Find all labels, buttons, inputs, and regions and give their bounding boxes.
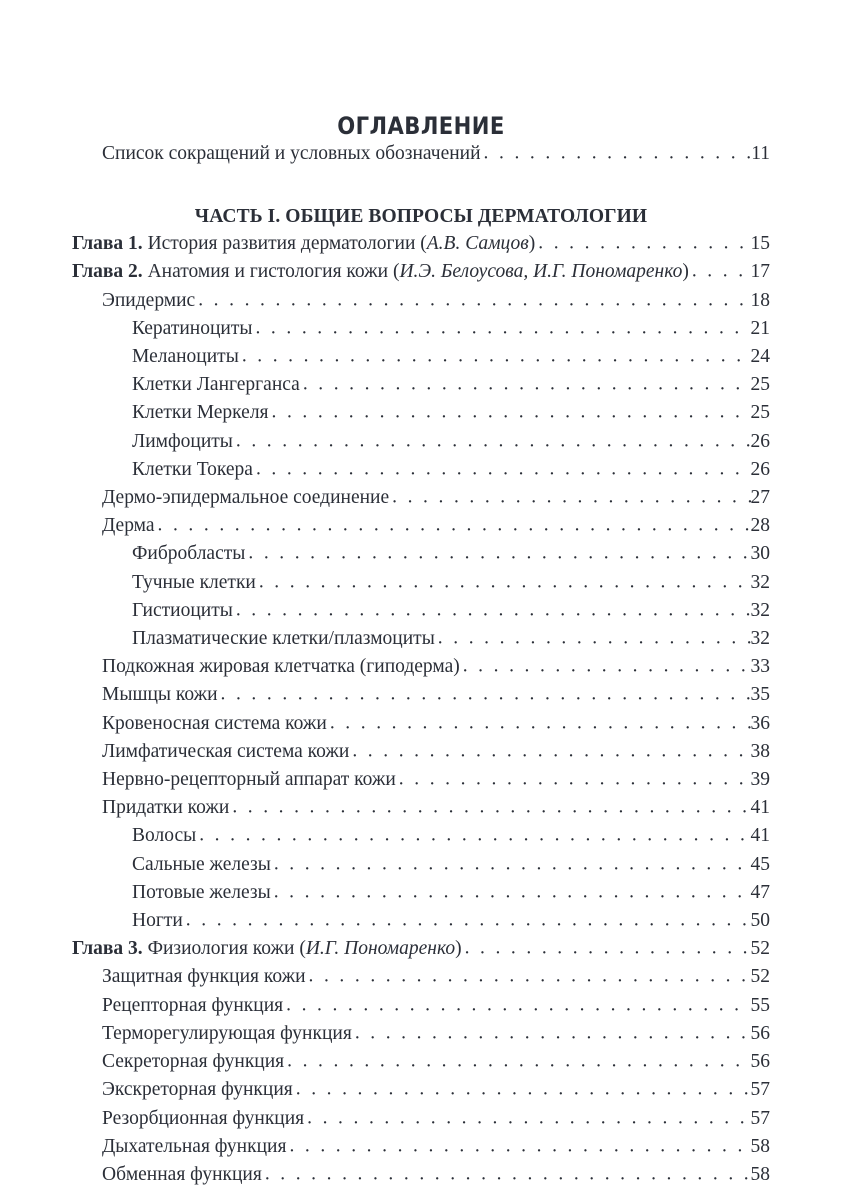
toc-entry-label: Экскреторная функция xyxy=(102,1079,293,1101)
toc-entry-label: Дермо-эпидермальное соединение xyxy=(102,487,390,509)
dot-leader xyxy=(158,512,751,540)
toc-entry[interactable] xyxy=(72,1161,770,1189)
toc-page-number: 55 xyxy=(750,994,770,1016)
toc-entry[interactable] xyxy=(72,315,770,343)
toc-page-number: 26 xyxy=(750,430,770,452)
toc-entry-label: Клетки Меркеля xyxy=(132,402,269,424)
toc-entry-label: Глава 2. Анатомия и гистология кожи (И.Э. Белоусова, И.Г. Пономаренко) xyxy=(72,261,689,283)
dot-leader xyxy=(286,991,750,1019)
dot-leader xyxy=(221,681,751,709)
toc-entry-label: Обменная функция xyxy=(102,1163,262,1185)
toc-entry-label: Волосы xyxy=(132,825,197,847)
toc-entry-label: Терморегулирующая функция xyxy=(102,1022,352,1044)
toc-entry[interactable] xyxy=(72,963,770,991)
toc-entry[interactable] xyxy=(72,822,770,850)
toc-entry-label: Придатки кожи xyxy=(102,797,230,819)
toc-page-number: 25 xyxy=(750,402,770,424)
dot-leader xyxy=(255,314,750,342)
toc-entry[interactable] xyxy=(72,343,770,371)
toc-page-number: 26 xyxy=(750,458,770,480)
toc-entry[interactable] xyxy=(72,371,770,399)
toc-entry[interactable] xyxy=(72,230,770,258)
toc-entry[interactable] xyxy=(72,794,770,822)
toc-entry-label: Клетки Лангерганса xyxy=(132,374,300,396)
toc-page-number: 27 xyxy=(750,487,770,509)
toc-entry[interactable] xyxy=(72,456,770,484)
toc-entry-label: Глава 1. История развития дерматологии (А.В. Самцов) xyxy=(72,233,536,255)
dot-leader xyxy=(399,766,751,794)
toc-entry-label: Кровеносная система кожи xyxy=(102,712,327,734)
toc-page-number: 45 xyxy=(750,853,770,875)
toc-page-number: 32 xyxy=(750,571,770,593)
dot-leader xyxy=(392,484,750,512)
toc-entry-label: Подкожная жировая клетчатка (гиподерма) xyxy=(102,656,460,678)
toc-entry[interactable] xyxy=(72,484,770,512)
toc-page-number: 41 xyxy=(750,797,770,819)
toc-entry[interactable] xyxy=(72,907,770,935)
toc-entry-label: Нервно-рецепторный аппарат кожи xyxy=(102,769,396,791)
dot-leader xyxy=(287,1048,750,1076)
toc-page-number: 32 xyxy=(750,599,770,621)
dot-leader xyxy=(538,230,750,258)
toc-entry-label: Глава 3. Физиология кожи (И.Г. Пономаренко) xyxy=(72,938,462,960)
dot-leader xyxy=(355,1019,751,1047)
toc-entry-label: Дыхательная функция xyxy=(102,1135,287,1157)
toc-entry[interactable] xyxy=(72,710,770,738)
toc-page-number: 56 xyxy=(750,1051,770,1073)
toc-entry-label: Защитная функция кожи xyxy=(102,966,306,988)
toc-entry-label: Лимфоциты xyxy=(132,430,233,452)
toc-page-number: 15 xyxy=(750,233,770,255)
toc-entry-label: Ногти xyxy=(132,910,183,932)
dot-leader xyxy=(307,1104,750,1132)
toc-page-number: 25 xyxy=(750,374,770,396)
toc-entry-author: А.В. Самцов xyxy=(426,233,529,255)
dot-leader xyxy=(303,371,751,399)
toc-entry-label: Секреторная функция xyxy=(102,1051,285,1073)
toc-entry-label: Дерма xyxy=(102,515,155,537)
toc-entry[interactable] xyxy=(72,540,770,568)
toc-page-number: 35 xyxy=(750,684,770,706)
dot-leader xyxy=(463,653,751,681)
toc-entry-label: Тучные клетки xyxy=(132,571,256,593)
dot-leader xyxy=(259,568,751,596)
dot-leader xyxy=(289,1132,750,1160)
toc-page-number: 52 xyxy=(750,966,770,988)
dot-leader xyxy=(465,935,751,963)
toc-entry-label: Резорбционная функция xyxy=(102,1107,305,1129)
toc-page-number: 47 xyxy=(750,881,770,903)
toc-page-number: 58 xyxy=(750,1135,770,1157)
toc-page-number: 36 xyxy=(750,712,770,734)
toc-entry-author: И.Г. Пономаренко xyxy=(305,938,456,960)
dot-leader xyxy=(438,625,751,653)
toc-page-number: 38 xyxy=(750,740,770,762)
part-heading: ЧАСТЬ I. ОБЩИЕ ВОПРОСЫ ДЕРМАТОЛОГИИ xyxy=(194,206,648,228)
toc-entry-label: Фибробласты xyxy=(132,543,246,565)
toc-entry[interactable] xyxy=(72,140,770,168)
dot-leader xyxy=(242,343,751,371)
toc-entry[interactable] xyxy=(72,1048,770,1076)
toc-entry-label: Лимфатическая система кожи xyxy=(102,740,350,762)
toc-entry[interactable] xyxy=(72,992,770,1020)
dot-leader xyxy=(232,794,750,822)
toc-entry[interactable] xyxy=(72,766,770,794)
toc-page-number: 58 xyxy=(750,1163,770,1185)
dot-leader xyxy=(330,709,751,737)
dot-leader xyxy=(352,737,750,765)
dot-leader xyxy=(199,822,750,850)
dot-leader xyxy=(256,455,751,483)
toc-entry-label: Клетки Токера xyxy=(132,458,253,480)
toc-entry-label: Плазматические клетки/плазмоциты xyxy=(132,628,435,650)
toc-entry[interactable] xyxy=(72,512,770,540)
toc-page-number: 11 xyxy=(751,143,770,164)
toc-entry[interactable] xyxy=(72,879,770,907)
toc-page-number: 18 xyxy=(750,289,770,311)
page-title: ОГЛАВЛЕНИЕ xyxy=(337,112,505,140)
toc-page-number: 52 xyxy=(750,938,770,960)
toc-entry[interactable] xyxy=(72,935,770,963)
toc-entry[interactable] xyxy=(72,1133,770,1161)
toc-entry-label: Меланоциты xyxy=(132,346,239,368)
toc-entry-label: Кератиноциты xyxy=(132,317,253,339)
dot-leader xyxy=(309,963,751,991)
dot-leader xyxy=(236,427,751,455)
toc-entry-label: Потовые железы xyxy=(132,881,271,903)
toc-entry[interactable] xyxy=(72,738,770,766)
toc-entry[interactable] xyxy=(72,597,770,625)
toc-page-number: 57 xyxy=(750,1107,770,1129)
toc-entry[interactable] xyxy=(72,1020,770,1048)
toc-entry[interactable] xyxy=(72,1076,770,1104)
toc-entry[interactable] xyxy=(72,851,770,879)
toc-entry-label: Сальные железы xyxy=(132,853,271,875)
toc-page-number: 21 xyxy=(750,317,770,339)
dot-leader xyxy=(484,140,752,168)
toc-entry[interactable] xyxy=(72,428,770,456)
toc-entry[interactable] xyxy=(72,653,770,681)
dot-leader xyxy=(692,258,751,286)
toc-list xyxy=(72,230,770,1189)
toc-page-number: 17 xyxy=(750,261,770,283)
toc-page-number: 24 xyxy=(750,346,770,368)
dot-leader xyxy=(274,878,751,906)
toc-chapter-number: Глава 3. xyxy=(72,938,148,960)
toc-chapter-number: Глава 1. xyxy=(72,233,148,255)
toc-page-number: 32 xyxy=(750,628,770,650)
dot-leader xyxy=(274,850,751,878)
toc-entry-author: И.Э. Белоусова, И.Г. Пономаренко xyxy=(399,261,683,283)
toc-page-number: 56 xyxy=(750,1022,770,1044)
toc-page-number: 39 xyxy=(750,769,770,791)
toc-entry[interactable] xyxy=(72,287,770,315)
dot-leader xyxy=(198,286,750,314)
toc-entry-label: Рецепторная функция xyxy=(102,994,284,1016)
toc-page-number: 57 xyxy=(750,1079,770,1101)
toc-entry[interactable] xyxy=(72,1105,770,1133)
toc-entry[interactable] xyxy=(72,258,770,286)
dot-leader xyxy=(248,540,750,568)
dot-leader xyxy=(265,1160,751,1188)
toc-entry-label: Эпидермис xyxy=(102,289,196,311)
front-matter-list xyxy=(72,140,770,168)
toc-page-number: 30 xyxy=(750,543,770,565)
toc-entry[interactable] xyxy=(72,625,770,653)
toc-entry[interactable] xyxy=(72,569,770,597)
toc-entry-label: Список сокращений и условных обозначений xyxy=(102,143,481,164)
toc-page-number: 28 xyxy=(750,515,770,537)
dot-leader xyxy=(236,596,751,624)
toc-entry-label: Гистиоциты xyxy=(132,599,233,621)
toc-entry[interactable] xyxy=(72,681,770,709)
toc-page-number: 50 xyxy=(750,910,770,932)
toc-entry[interactable] xyxy=(72,399,770,427)
toc-chapter-number: Глава 2. xyxy=(72,261,148,283)
toc-page-number: 41 xyxy=(750,825,770,847)
dot-leader xyxy=(296,1076,751,1104)
dot-leader xyxy=(272,399,751,427)
toc-entry-label: Мышцы кожи xyxy=(102,684,218,706)
dot-leader xyxy=(186,907,751,935)
toc-page-number: 33 xyxy=(750,656,770,678)
